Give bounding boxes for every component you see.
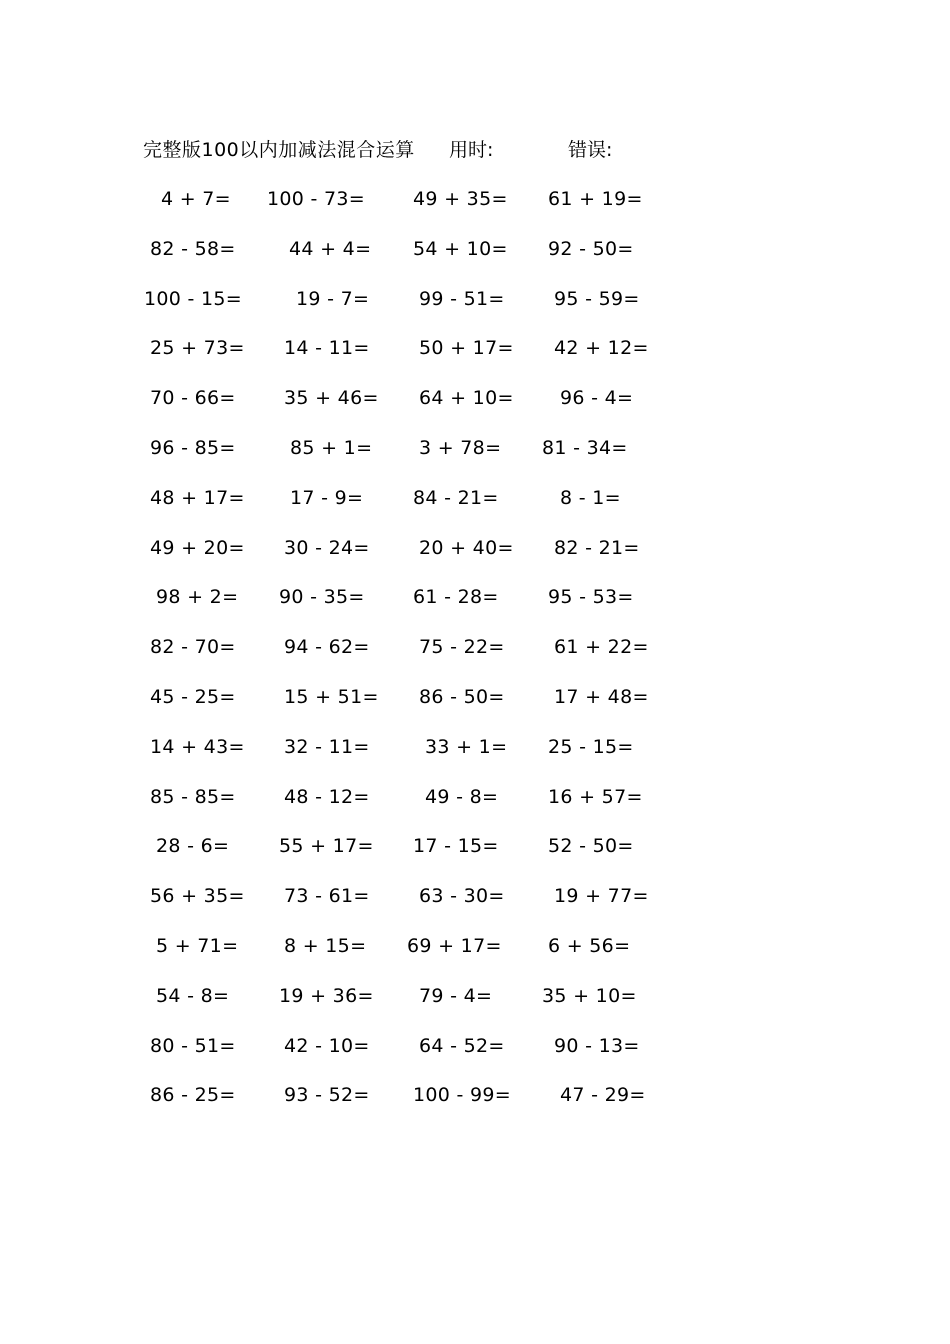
arithmetic-problem: 86 - 25=: [150, 1084, 236, 1107]
arithmetic-problem: 14 - 11=: [284, 337, 370, 360]
arithmetic-problem: 52 - 50=: [548, 835, 634, 858]
arithmetic-problem: 5 + 71=: [156, 935, 239, 957]
arithmetic-problem: 45 - 25=: [150, 686, 236, 708]
arithmetic-problem: 16 + 57=: [548, 785, 643, 808]
arithmetic-problem: 44 + 4=: [289, 237, 372, 260]
arithmetic-problem: 90 - 13=: [554, 1034, 640, 1057]
arithmetic-problem: 17 + 48=: [554, 686, 649, 708]
arithmetic-problem: 80 - 51=: [150, 1034, 236, 1057]
arithmetic-problem: 49 + 35=: [413, 188, 508, 210]
arithmetic-problem: 86 - 50=: [419, 686, 505, 708]
arithmetic-problem: 73 - 61=: [284, 885, 370, 908]
arithmetic-problem: 19 + 77=: [554, 885, 649, 908]
arithmetic-problem: 15 + 51=: [284, 686, 379, 708]
arithmetic-problem: 100 - 15=: [144, 287, 242, 310]
arithmetic-problem: 81 - 34=: [542, 437, 628, 459]
arithmetic-problem: 49 - 8=: [425, 785, 499, 808]
arithmetic-problem: 69 + 17=: [407, 935, 502, 957]
time-label: 用时:: [449, 139, 494, 161]
arithmetic-problem: 19 + 36=: [279, 984, 374, 1007]
arithmetic-problem: 95 - 53=: [548, 586, 634, 609]
errors-label: 错误:: [568, 139, 613, 161]
arithmetic-problem: 93 - 52=: [284, 1084, 370, 1107]
arithmetic-problem: 54 - 8=: [156, 984, 230, 1007]
arithmetic-problem: 82 - 21=: [554, 536, 640, 559]
arithmetic-problem: 85 - 85=: [150, 785, 236, 808]
arithmetic-problem: 28 - 6=: [156, 835, 230, 858]
arithmetic-problem: 96 - 4=: [560, 387, 634, 410]
arithmetic-problem: 63 - 30=: [419, 885, 505, 908]
arithmetic-problem: 64 + 10=: [419, 387, 514, 410]
arithmetic-problem: 99 - 51=: [419, 287, 505, 310]
arithmetic-problem: 17 - 15=: [413, 835, 499, 858]
arithmetic-problem: 100 - 73=: [267, 188, 365, 210]
arithmetic-problem: 30 - 24=: [284, 536, 370, 559]
arithmetic-problem: 48 - 12=: [284, 785, 370, 808]
arithmetic-problem: 32 - 11=: [284, 735, 370, 758]
arithmetic-problem: 25 - 15=: [548, 735, 634, 758]
arithmetic-problem: 94 - 62=: [284, 636, 370, 659]
arithmetic-problem: 90 - 35=: [279, 586, 365, 609]
arithmetic-problem: 35 + 10=: [542, 984, 637, 1007]
arithmetic-problem: 79 - 4=: [419, 984, 493, 1007]
arithmetic-problem: 98 + 2=: [156, 586, 239, 609]
arithmetic-problem: 8 + 15=: [284, 935, 367, 957]
arithmetic-problem: 42 + 12=: [554, 337, 649, 360]
arithmetic-problem: 85 + 1=: [290, 437, 373, 459]
arithmetic-problem: 75 - 22=: [419, 636, 505, 659]
arithmetic-problem: 55 + 17=: [279, 835, 374, 858]
arithmetic-problem: 17 - 9=: [290, 486, 364, 509]
arithmetic-problem: 56 + 35=: [150, 885, 245, 908]
arithmetic-problem: 47 - 29=: [560, 1084, 646, 1107]
arithmetic-problem: 95 - 59=: [554, 287, 640, 310]
arithmetic-problem: 25 + 73=: [150, 337, 245, 360]
arithmetic-problem: 54 + 10=: [413, 237, 508, 260]
arithmetic-problem: 19 - 7=: [296, 287, 370, 310]
arithmetic-problem: 61 + 22=: [554, 636, 649, 659]
arithmetic-problem: 20 + 40=: [419, 536, 514, 559]
arithmetic-problem: 61 + 19=: [548, 188, 643, 210]
arithmetic-problem: 4 + 7=: [161, 188, 231, 210]
arithmetic-problem: 64 - 52=: [419, 1034, 505, 1057]
arithmetic-problem: 14 + 43=: [150, 735, 245, 758]
arithmetic-problem: 42 - 10=: [284, 1034, 370, 1057]
arithmetic-problem: 92 - 50=: [548, 237, 634, 260]
arithmetic-problem: 82 - 58=: [150, 237, 236, 260]
arithmetic-problem: 6 + 56=: [548, 935, 631, 957]
arithmetic-problem: 3 + 78=: [419, 437, 502, 459]
worksheet-title: 完整版100以内加减法混合运算: [143, 139, 415, 161]
arithmetic-problem: 84 - 21=: [413, 486, 499, 509]
arithmetic-problem: 61 - 28=: [413, 586, 499, 609]
arithmetic-problem: 49 + 20=: [150, 536, 245, 559]
arithmetic-problem: 33 + 1=: [425, 735, 508, 758]
arithmetic-problem: 50 + 17=: [419, 337, 514, 360]
arithmetic-problem: 8 - 1=: [560, 486, 621, 509]
arithmetic-problem: 48 + 17=: [150, 486, 245, 509]
arithmetic-problem: 100 - 99=: [413, 1084, 511, 1107]
arithmetic-problem: 70 - 66=: [150, 387, 236, 410]
arithmetic-problem: 82 - 70=: [150, 636, 236, 659]
arithmetic-problem: 96 - 85=: [150, 437, 236, 459]
arithmetic-problem: 35 + 46=: [284, 387, 379, 410]
